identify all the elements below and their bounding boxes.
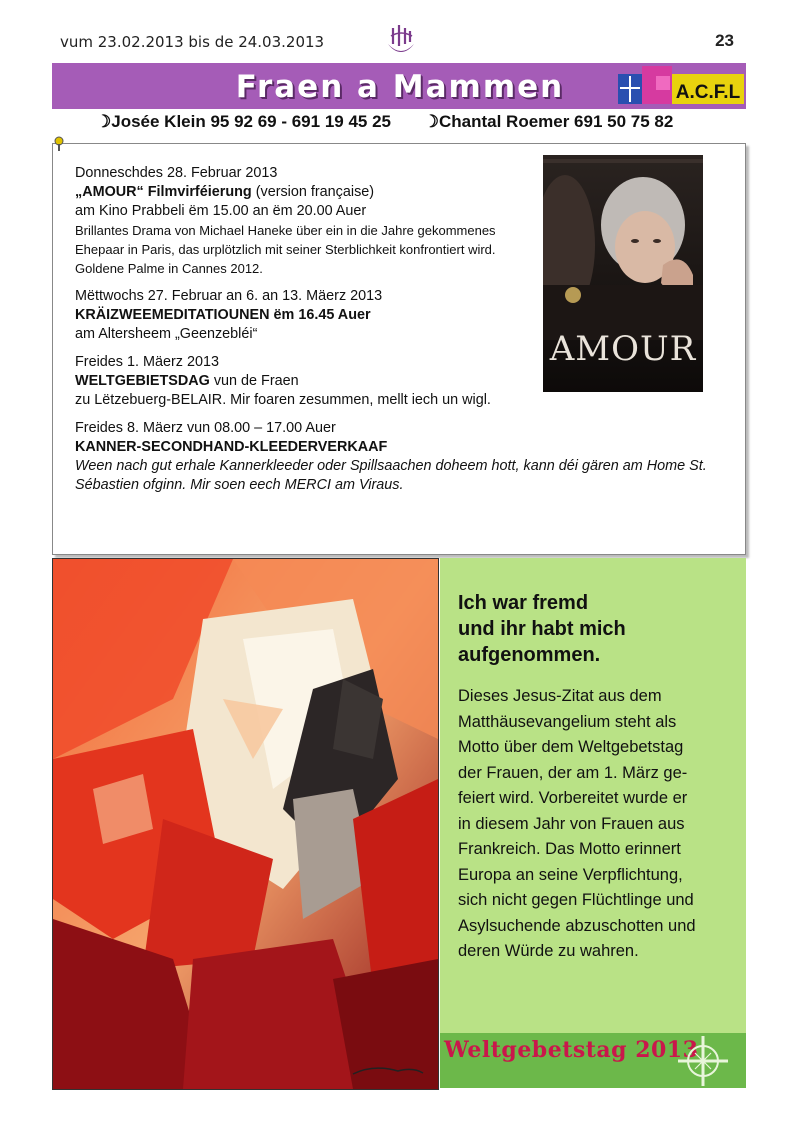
page-number: 23	[715, 31, 734, 50]
event-venue: am Kino Prabbeli ëm 15.00 an ëm 20.00 Auer	[75, 203, 367, 219]
feature-body-line: sich nicht gegen Flüchtlinge und	[458, 891, 694, 909]
poster-title: AMOUR	[549, 329, 697, 369]
pin-icon	[52, 136, 66, 152]
event-secondhand	[75, 419, 740, 495]
event-title: „AMOUR“ Filmvirféierung	[75, 184, 252, 200]
event-date: Freides 8. Mäerz vun 08.00 – 17.00 Auer	[75, 420, 336, 436]
feature-body-line: deren Würde zu wahren.	[458, 942, 639, 960]
event-venue: zu Lëtzebuerg-BELAIR. Mir foaren zesummen, mellt iech un wigl.	[75, 392, 491, 408]
feature-body-line: Frankreich. Das Motto erinnert	[458, 840, 681, 858]
feature-body-line: Asylsuchende abzuschotten und	[458, 916, 696, 935]
celtic-cross-icon	[676, 1034, 730, 1088]
feature-body-line: Europa an seine Verpflichtung,	[458, 865, 683, 884]
event-venue: am Altersheem „Geenzebléi“	[75, 326, 258, 342]
contact-josee-klein: ☽Josée Klein 95 92 69 - 691 19 45 25	[96, 112, 391, 131]
event-desc-line: Ehepaar in Paris, das urplötzlich mit seiner Sterblichkeit konfrontiert wird.	[75, 242, 496, 257]
parish-logo-icon	[384, 22, 418, 58]
feature-title-line: Ich war fremd	[458, 592, 589, 614]
feature-body-line: der Frauen, der am 1. März ge-	[458, 763, 688, 782]
feature-body-line: Motto über dem Weltgebetstag	[458, 738, 684, 756]
event-date: Mëttwochs 27. Februar an 6. an 13. Mäerz 2013	[75, 288, 383, 304]
feature-body-line: feiert wird. Vorbereitet wurde er	[458, 789, 688, 807]
event-title-note: vun de Fraen	[209, 373, 299, 389]
feature-body-line: Matthäusevangelium steht als	[458, 712, 677, 731]
contact-chantal-roemer: ☽Chantal Roemer 691 50 75 82	[423, 112, 674, 131]
feature-body-line: in diesem Jahr von Frauen aus	[458, 814, 685, 833]
event-desc: Ween nach gut erhale Kannerkleeder oder Spillsaachen doheem hott, kann déi gären am Home St. Sébastien ofginn. Mir soen eech MERCI am Viraus.	[75, 458, 707, 493]
feature-title-line: und ihr habt mich	[458, 618, 626, 640]
amour-movie-poster	[543, 155, 703, 392]
event-date: Donneschdes 28. Februar 2013	[75, 165, 278, 181]
feature-title	[458, 590, 738, 668]
event-desc-line: Goldene Palme in Cannes 2012.	[75, 261, 263, 276]
feature-body-line: Dieses Jesus-Zitat aus dem	[458, 687, 662, 705]
weltgebetstag-label: Weltgebetstag 2013	[444, 1037, 699, 1063]
event-title: KANNER-SECONDHAND-KLEEDERVERKAAF	[75, 439, 388, 455]
event-title: KRÄIZWEEMEDITATIOUNEN ëm 16.45 Auer	[75, 307, 371, 323]
acfl-logo-text: A.C.F.L	[675, 82, 741, 103]
date-range: vum 23.02.2013 bis de 24.03.2013	[60, 33, 325, 51]
contact-line	[96, 112, 701, 132]
section-title: Fraen a Mammen	[235, 69, 565, 105]
event-date: Freides 1. Mäerz 2013	[75, 354, 219, 370]
acfl-logo-icon	[618, 66, 744, 107]
abstract-painting	[52, 558, 439, 1090]
feature-body	[458, 684, 738, 965]
event-desc-line: Brillantes Drama von Michael Haneke über ein in die Jahre gekommenes	[75, 223, 496, 238]
event-title-note: (version française)	[251, 184, 375, 200]
feature-title-line: aufgenommen.	[458, 644, 601, 666]
event-title: WELTGEBIETSDAG	[75, 373, 210, 389]
